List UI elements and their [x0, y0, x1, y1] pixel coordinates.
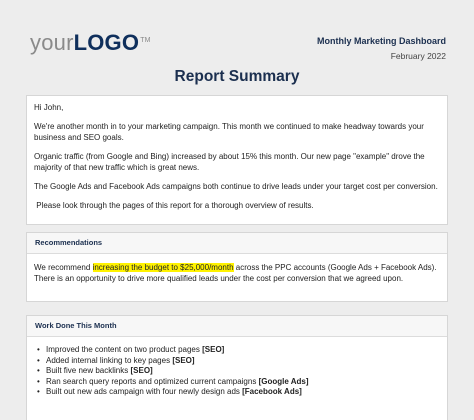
- greeting: Hi John,: [34, 103, 64, 112]
- list-item: [34, 377, 440, 388]
- intro-paragraph-2: Organic traffic (from Google and Bing) increased by about 15% this month. Our new page "example" drove the majority of that new traffic which is great news.: [34, 152, 425, 172]
- work-item-text: Built out new ads campaign with four newly design ads: [46, 387, 243, 397]
- recommendations-heading: Recommendations: [27, 233, 447, 254]
- work-item-text: Added internal linking to key pages: [46, 355, 173, 365]
- intro-paragraph-4: Please look through the pages of this report for a thorough overview of results.: [34, 201, 314, 210]
- logo-trademark: TM: [140, 37, 151, 44]
- report-date: February 2022: [390, 51, 446, 61]
- work-item-tag: [SEO]: [202, 345, 225, 354]
- recommendations-text: [27, 254, 447, 292]
- recommendation-text-start: We recommend: [34, 263, 93, 272]
- dashboard-title: Monthly Marketing Dashboard: [316, 36, 446, 46]
- recommendation-text-end: across the PPC accounts (Google Ads + Facebook Ads). There is an opportunity to drive more qualified leads under the cost per conversion that we agreed upon.: [34, 263, 437, 283]
- list-item: [34, 345, 440, 356]
- work-done-body: [27, 337, 447, 406]
- work-done-card: [26, 315, 448, 420]
- list-item: [34, 366, 440, 377]
- page-title: Report Summary: [174, 68, 300, 85]
- logo-text-your: your: [30, 30, 74, 55]
- work-item-tag: [SEO]: [172, 355, 195, 365]
- work-item-tag: [Facebook Ads]: [242, 387, 302, 397]
- recommendations-card: [26, 232, 448, 302]
- intro-paragraph-3: The Google Ads and Facebook Ads campaigns both continue to drive leads under your target cost per conversion.: [34, 182, 438, 191]
- company-logo: [30, 32, 151, 54]
- work-item-tag: [SEO]: [130, 366, 153, 376]
- intro-paragraph-1: We're another month in to your marketing campaign. This month we continued to make headway towards your business and SEO goals.: [34, 122, 424, 142]
- work-done-heading: Work Done This Month: [27, 316, 447, 337]
- report-header-info: [317, 35, 446, 62]
- work-done-list: [34, 345, 440, 398]
- intro-card: [26, 95, 448, 225]
- list-item: [34, 387, 440, 398]
- list-item: [34, 356, 440, 367]
- work-item-tag: [Google Ads]: [258, 376, 309, 386]
- recommendation-highlight: increasing the budget to $25,000/month: [92, 263, 234, 272]
- work-item-text: Built five new backlinks: [46, 366, 131, 376]
- logo-text-brand: LOGO: [73, 30, 140, 55]
- work-item-text: Improved the content on two product pages: [46, 345, 203, 354]
- work-item-text: Ran search query reports and optimized current campaigns: [46, 376, 259, 386]
